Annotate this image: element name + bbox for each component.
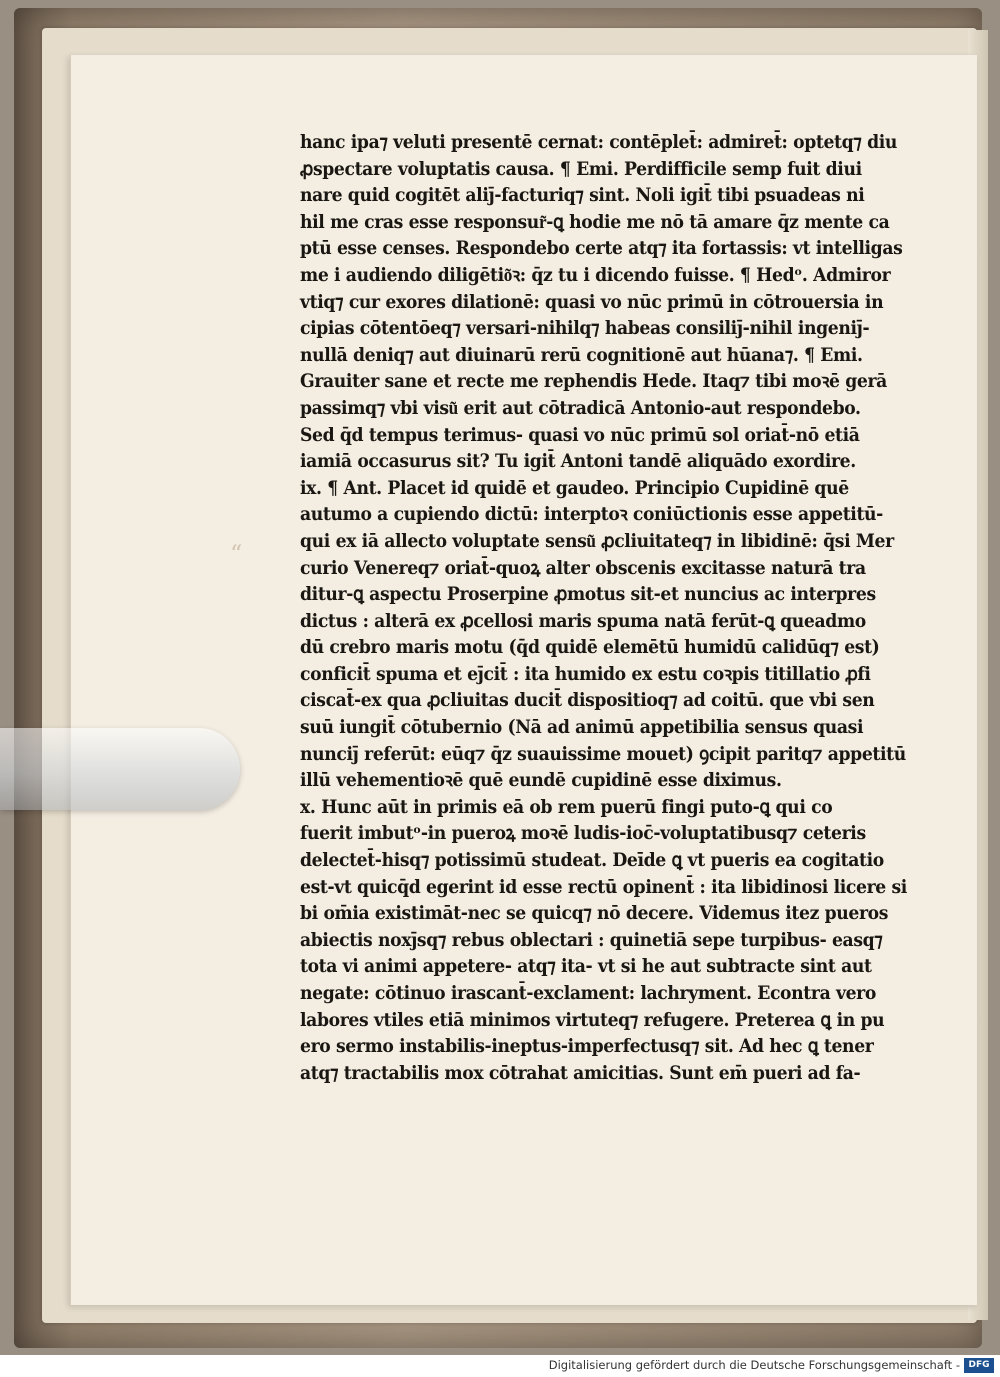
text-line: iamiā occasurus sit? Tu igit̄ Antoni tandē aliquādo exordire. <box>300 451 856 473</box>
text-line: delectet̄-hisq⁊ potissimū studeat. Deīde ꝗ vt pueris ea cogitatio <box>300 850 884 872</box>
dfg-logo: DFG <box>964 1358 994 1373</box>
text-line: tota vi animi appetere- atq⁊ ita- vt si he aut subtracte sint aut <box>300 956 872 978</box>
funding-credit: Digitalisierung gefördert durch die Deutsche Forschungsgemeinschaft - <box>548 1358 960 1372</box>
text-line: abiectis noxȷ̄sq⁊ rebus oblectari : quinetiā sepe turpibus- easq⁊ <box>300 929 883 951</box>
text-line: ditur-ꝗ aspectu Proserpine ꝓmotus sit-et nuncius ac interpres <box>300 584 876 606</box>
text-line: suū iungit̄ cōtubernio (Nā ad animū appetibilia sensus quasi <box>300 717 864 739</box>
text-line: nunciȷ̄ referūt: eūq⁊ q̄z suauissime mouet) ꝯcipit paritq⁊ appetitū <box>300 743 906 765</box>
text-line: Sed q̄d tempus terimus- quasi vo nūc primū sol oriat̄-nō etiā <box>300 424 860 446</box>
text-line: cipias cōtentōeq⁊ versari-nihilq⁊ habeas consiliȷ̄-nihil ingeniȷ̄- <box>300 318 870 340</box>
text-line: dictus : alterā ex ꝓcellosi maris spuma natā ferūt-ꝗ queadmo <box>300 610 866 632</box>
page-holder-clip <box>0 728 240 810</box>
text-line: curio Venereq⁊ oriat̄-quoꝝ alter obscenis excitasse naturā tra <box>300 557 866 579</box>
text-line: ꝓspectare voluptatis causa. ¶ Emi. Perdifficile semp fuit diui <box>300 158 862 180</box>
text-line: fuerit imbutᵒ-in pueroꝝ moꝛē ludis-ioc̄-voluptatibusq⁊ ceteris <box>300 823 866 845</box>
text-line: hanc ipa⁊ veluti presentē cernat: contēplet̄: admiret̄: optetq⁊ diu <box>300 132 898 153</box>
text-line: labores vtiles etiā minimos virtuteq⁊ refugere. Preterea ꝗ in pu <box>300 1009 885 1031</box>
text-line: conficit̄ spuma et eȷ̄cit̄ : ita humido ex estu coꝛpis titillatio ꝓfi <box>300 663 871 685</box>
printed-text-block <box>300 130 907 1087</box>
text-line: est-vt quicq̄d egerint id esse rectū opinent̄ : ita libidinosi licere si <box>300 876 907 898</box>
text-line: atq⁊ tractabilis mox cōtrahat amicitias. Sunt em̄ pueri ad fa- <box>300 1062 861 1084</box>
footer-bar <box>0 1355 1000 1377</box>
text-line: vtiq⁊ cur exores dilationē: quasi vo nūc primū in cōtrouersia in <box>300 291 884 313</box>
text-line: x. Hunc aūt in primis eā ob rem puerū fingi puto-ꝗ qui co <box>300 796 833 818</box>
text-line: dū crebro maris motu (q̄d quidē elemētū humidū calidūq⁊ est) <box>300 637 880 659</box>
text-line: qui ex iā allecto voluptate sensu͂ ꝓcliuitateq⁊ in libidinē: q̄si Mer <box>300 530 894 552</box>
text-line: bi om̄ia existimāt-nec se quicq⁊ nō decere. Videmus itez pueros <box>300 903 889 925</box>
marginal-mark: “ <box>230 540 243 568</box>
text-line: ciscat̄-ex qua ꝓcliuitas ducit̄ dispositioq⁊ ad coitū. que vbi sen <box>300 690 875 712</box>
text-line: ix. ¶ Ant. Placet id quidē et gaudeo. Principio Cupidinē quē <box>300 477 849 499</box>
text-line: illū vehementioꝛē quē eundē cupidinē esse diximus. <box>300 770 782 792</box>
text-line: nare quid cogitēt aliȷ̄-facturiq⁊ sint. Noli igit̄ tibi psuadeas ni <box>300 185 865 207</box>
text-line: ptū esse censes. Respondebo certe atq⁊ ita fortassis: vt intelligas <box>300 238 903 260</box>
text-line: ero sermo instabilis-ineptus-imperfectusq⁊ sit. Ad hec ꝗ tener <box>300 1036 874 1058</box>
text-line: passimq⁊ vbi visu͂ erit aut cōtradicā Antonio-aut respondebo. <box>300 397 861 419</box>
text-line: autumo a cupiendo dictū: interptoꝛ coniūctionis esse appetitū- <box>300 504 883 526</box>
text-line: hil me cras esse responsur͂-ꝗ hodie me nō tā amare q̄z mente ca <box>300 211 890 233</box>
text-line: me i audiendo diligētio͂ꝛ: q̄z tu i dicendo fuisse. ¶ Hedᵒ. Admiror <box>300 264 891 286</box>
text-line: Grauiter sane et recte me rephendis Hede. Itaq⁊ tibi moꝛē gerā <box>300 371 887 393</box>
text-line: nullā deniq⁊ aut diuinarū rerū cognitionē aut hūana⁊. ¶ Emi. <box>300 344 863 366</box>
text-line: negate: cōtinuo irascant̄-exclament: lachryment. Econtra vero <box>300 983 876 1004</box>
